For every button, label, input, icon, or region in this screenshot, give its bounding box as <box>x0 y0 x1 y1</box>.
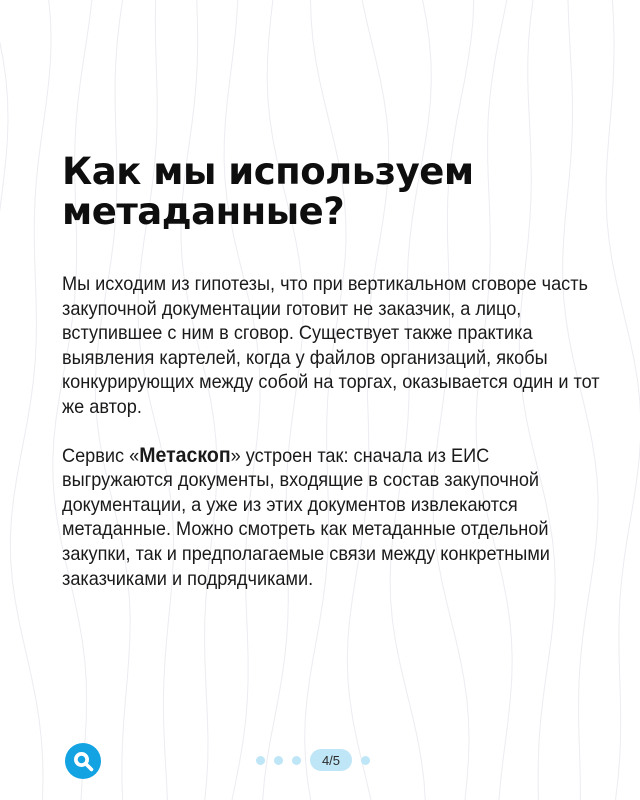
background-wave-line <box>606 0 640 800</box>
page-indicator: 4/5 <box>310 749 352 771</box>
title-line-2: метаданные? <box>62 190 345 233</box>
page-dot-5[interactable] <box>361 756 370 765</box>
paragraph-service-text: » устроен так: сначала из ЕИС выгружаются документы, входящие в состав закупочной документации, а уже из этих документов извлекаются метаданные. Можно смотреть как метаданные отдельной закупки, так и предполагаемые связи между конкретными заказчиками и подрядчиками. <box>62 444 550 590</box>
page-dot-3[interactable] <box>292 756 301 765</box>
background-wave-line <box>10 0 51 800</box>
title-line-1: Как мы используем <box>62 150 474 193</box>
background-wave-line <box>0 0 8 800</box>
brand-name: Метаскоп <box>139 443 231 467</box>
magnifier-logo-icon <box>65 743 101 779</box>
paragraph-hypothesis: Мы исходим из гипотезы, что при вертикальном сговоре часть закупочной документации готовит не заказчик, а лицо, вступившее с ним в сговор. Существует также практика выявления картелей, когда у файлов организаций, якобы конкурирующих между собой на торгах, оказывается один и тот же автор. <box>62 273 600 418</box>
slide-title <box>62 152 602 232</box>
page-dot-1[interactable] <box>256 756 265 765</box>
page-dot-2[interactable] <box>274 756 283 765</box>
paragraph-service-prefix: Сервис « <box>62 444 140 467</box>
pagination <box>256 747 370 773</box>
slide-content <box>62 152 602 591</box>
paragraph-service <box>62 444 601 592</box>
